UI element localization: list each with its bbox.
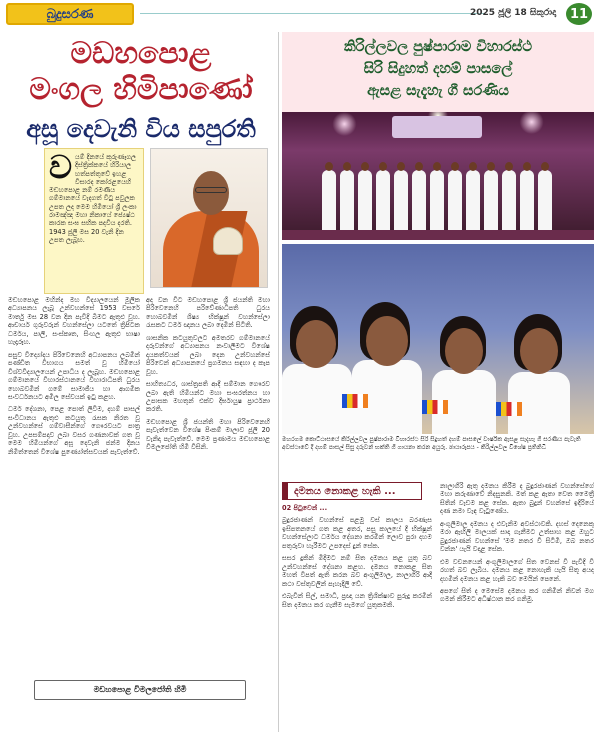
intro-text: යම් දිනයේ කුරුණෑගල දිස්ත්‍රික්කයේ හිරියාල හත්පත්තුවේ ඉහළ විසාරද කෝරළයෙහි මඩහපොළ නම් රමණීය ගම්මානයේ වැදගත් විටු පවුලක උපත ලද මෙම හිමියෝ ශ්‍රී ලංකා රාමඤ්ඤ මහා නිකායේ ජ්‍යෙෂ්ඨ කාරක සංඝ සභික පදවිය දරති. 1943 ජූලි මස 20 වැනි දින උපත ලැබූහ. [49,153,137,244]
paragraph: මඩහපොළ මහින්ද මහ විද්‍යාලයෙන් මූලික අධ්‍යාපනය ලැබූ උන්වහන්සේ 1953 වසරේ මාර්තු මස 28 වන දින පැවිදි බිමට ඇතුළු වූහ. ආචාර්ය ගුරුවරුන් වහන්සේලා යටතේ ත්‍රිපිටක ධර්මය, පාලි, සංස්කෘත, සිංහල ඇතුළු භාෂා හැදෑරූහ. [8,296,140,347]
paragraph: ධර්ම දේශනා, පෙළ පොත් ලිවීම, දහම් පාසල් සංවිධානය ඇතුළු කටයුතු රැසක නිරත වූ උන්වහන්සේ ගම්වාසීන්ගේ ගෞරවයට පාත්‍ර වූහ. උපසම්පදාව ලබා වසර ගණනාවක් ගත වූ මෙම හිමියන්ගේ අසූ දෙවැනි ජන්ම දිනය නිමිත්තෙන් විශේෂ පුණ්‍යෝත්සවයක් පැවැත්වේ. [8,405,140,456]
paragraph: සසර දුකින් මිදීමට නම් සිත දමනය කළ යුතු බව උන්වහන්සේ දේශනා කළහ. දමනය නොකළ සිත මහත් විපත් ඇති කරන බව අංගුලිමාල, නාලාගිරි ආදී කථා වස්තුවලින් පැහැදිලි වේ. [282,554,432,588]
article-column-1 [8,296,140,672]
choir-stage-photo [282,112,594,240]
drop-cap: ව [49,148,73,186]
buddhist-flag [496,402,522,416]
author-signature: මඩහපොළ විමලජෝති හිමි [34,680,246,700]
paragraph: අපගේ සිත් ද මෙසේම දමනය කර ගනිමින් නිවන් මග ගමන් කිරීමට අධිෂ්ඨාන කර ගනිමු. [440,586,594,604]
article-column-3 [282,504,432,732]
paragraph: මඩහපොළ ශ්‍රී ජයන්ති මහා පිරිවෙනෙහි පැවැත්වෙන විශේෂ පිංකම් මාලාව ජූලි 20 වැනිදා පැවැත්වේ. මෙම ප්‍රණාමය මඩහපොළ විමලජෝති හිමි විසිනි. [146,417,270,452]
buddhist-flag [342,394,368,408]
article-subtitle: අසූ දෙවැනි විය සපුරති [26,114,256,143]
header-rule [140,13,485,14]
paragraph: එබැවින් සිල්, සමාධි, ප්‍රඥා යන ත්‍රිශික්ෂාව පුරුදු කරමින් සිත දමනය කර ගැනීම සැමගේ යුතුකමකි. [282,592,432,609]
monk-portrait-photo [150,148,268,288]
paragraph: පසුව විද්‍යෝදය පිරිවෙනෙහි අධ්‍යාපනය ලබමින් පණ්ඩිත විභාගය සමත් වූ හිමියෝ විශ්වවිද්‍යාලයෙන් උපාධිය ද ලැබූහ. මඩහපොළ ගම්මානයේ විහාරස්ථානයේ විහාරාධිපති ධුරය හොබවමින් ගමේ සාමාජීය හා ආගමික සංවර්ධනයට අමිල සේවයක් ඉටු කළහ. [8,350,140,401]
page-header [0,0,600,28]
issue-date: 2025 ජූලි 18 සිකුරාදා [470,8,557,18]
title-line-1: කිරිල්ලවල පුෂ්පාරාම විහාරස්ථ [343,38,533,55]
paragraph: බුදුරජාණන් වහන්සේ පළමු වස් කාලය බරණැස ඉසිපතනයේ ගත කළ අතර, පසු කාලයේ දී භික්ෂූන් වහන්සේලාට ධර්මය දේශනා කරමින් ලොව පුරා දහම පතුරුවා හැරීමට උපදෙස් දුන් සේක. [282,516,432,550]
title-line-1: මඩහපොළ [70,36,212,71]
buddhist-flag [422,400,448,414]
paragraph: අද වන විට මඩහපොළ ශ්‍රී ජයන්ති මහා පිරිවෙනෙහි පරිවේණාධිපති ධුරය හොබවමින් ශිෂ්‍ය භික්ෂූන් වහන්සේලා රැසකට ධර්ම ඥානය ලබා දෙමින් සිටිති. [146,296,270,330]
title-line-3: ඇසළ සැදැහැ ගී සරණිය [367,82,509,99]
article-column-4 [440,482,594,732]
page-number: 11 [566,3,592,25]
column-divider [278,32,279,732]
photo-caption: මහරගම කොට්ඨාසයේ කිරිල්ලවල පුෂ්පාරාම විහාරස්ථ සිරි සිදුහත් දහම් පාසලේ වාර්ෂික ඇසළ සැදැහැ ගී සරණිය පැවැති අවස්ථාවේ දී දහම් පාසල් සිසු දරුවන් භක්ති ගී ගායනා කරන අයුරු. ඡායාරූපය - කිරිල්ලවල විශේෂ ප්‍රතිනිධි [282,436,581,451]
article-column-2 [146,296,270,672]
paragraph: එම වචනයෙන් අංගුලිමාලගේ සිත වෙනස් වී පැවිදි වී රහත් බව ලැබීය. දමනය කළ නොහැකි යැයි සිතූ අයද දහමින් දමනය කළ හැකි බව මෙයින් පෙනේ. [440,557,594,583]
singing-children-photo [282,244,594,434]
continuation-note: 02 පිටුවෙන් ... [282,504,328,512]
title-line-2: සිරි සිදුහත් දහම් පාසලේ [363,60,513,77]
paragraph: සාහිත්‍යධර, ශාස්ත්‍රපති ආදී සම්මාන ගෞරව ලබා ඇති හිමියන්ට මහා සංඝරත්නය හා උපාසක මහතුන් එක්ව දීර්ඝායුෂ ප්‍රාර්ථනා කරති. [146,380,270,414]
paragraph: අංගුලිමාල දමනය ද එවැනිම අවස්ථාවකි. දහස් දෙනෙකු මරා ඇඟිලි මාලයක් සාදා ගැනීමට උත්සාහ කළ ඔහුට බුදුරජාණන් වහන්සේ 'මම නතර වී සිටිමි, ඔබ නතර වන්න' යැයි වදාළ සේක. [440,519,594,554]
stage-banner [392,116,482,138]
paragraph: ශාසනික කටයුතුවලට අමතරව ගම්මානයේ දරුවන්ගේ අධ්‍යාපනය නංවාලීමට විශේෂ දායකත්වයක් ලබා දෙන උන්වහන්සේ පිරිවෙන් අධ්‍යාපනයේ ප්‍රගමනය සඳහා ද කැප වූහ. [146,333,270,376]
title-line-2: මංගල හිමිපාණෝ [29,72,253,107]
newspaper-logo: බුදුසරණ [6,3,134,25]
intro-box [44,148,144,294]
paragraph: නාලාගිරි ඇතු දමනය කිරීම ද බුදුරජාණන් වහන්සේගේ මහා කරුණාවේ නිදසුනකි. මත් කළ ඇතා වෙත මෛත්‍රී සිතින් වැඩම කළ සේක. ඇතා බුදුන් වහන්සේ ඉදිරියේ දණ නමා වැඳ වැටුණේය. [440,482,594,516]
right-article-title [282,32,594,112]
ceremonial-fan [213,227,243,255]
section-heading: දමනය නොකළ හැකි ... [282,482,422,500]
